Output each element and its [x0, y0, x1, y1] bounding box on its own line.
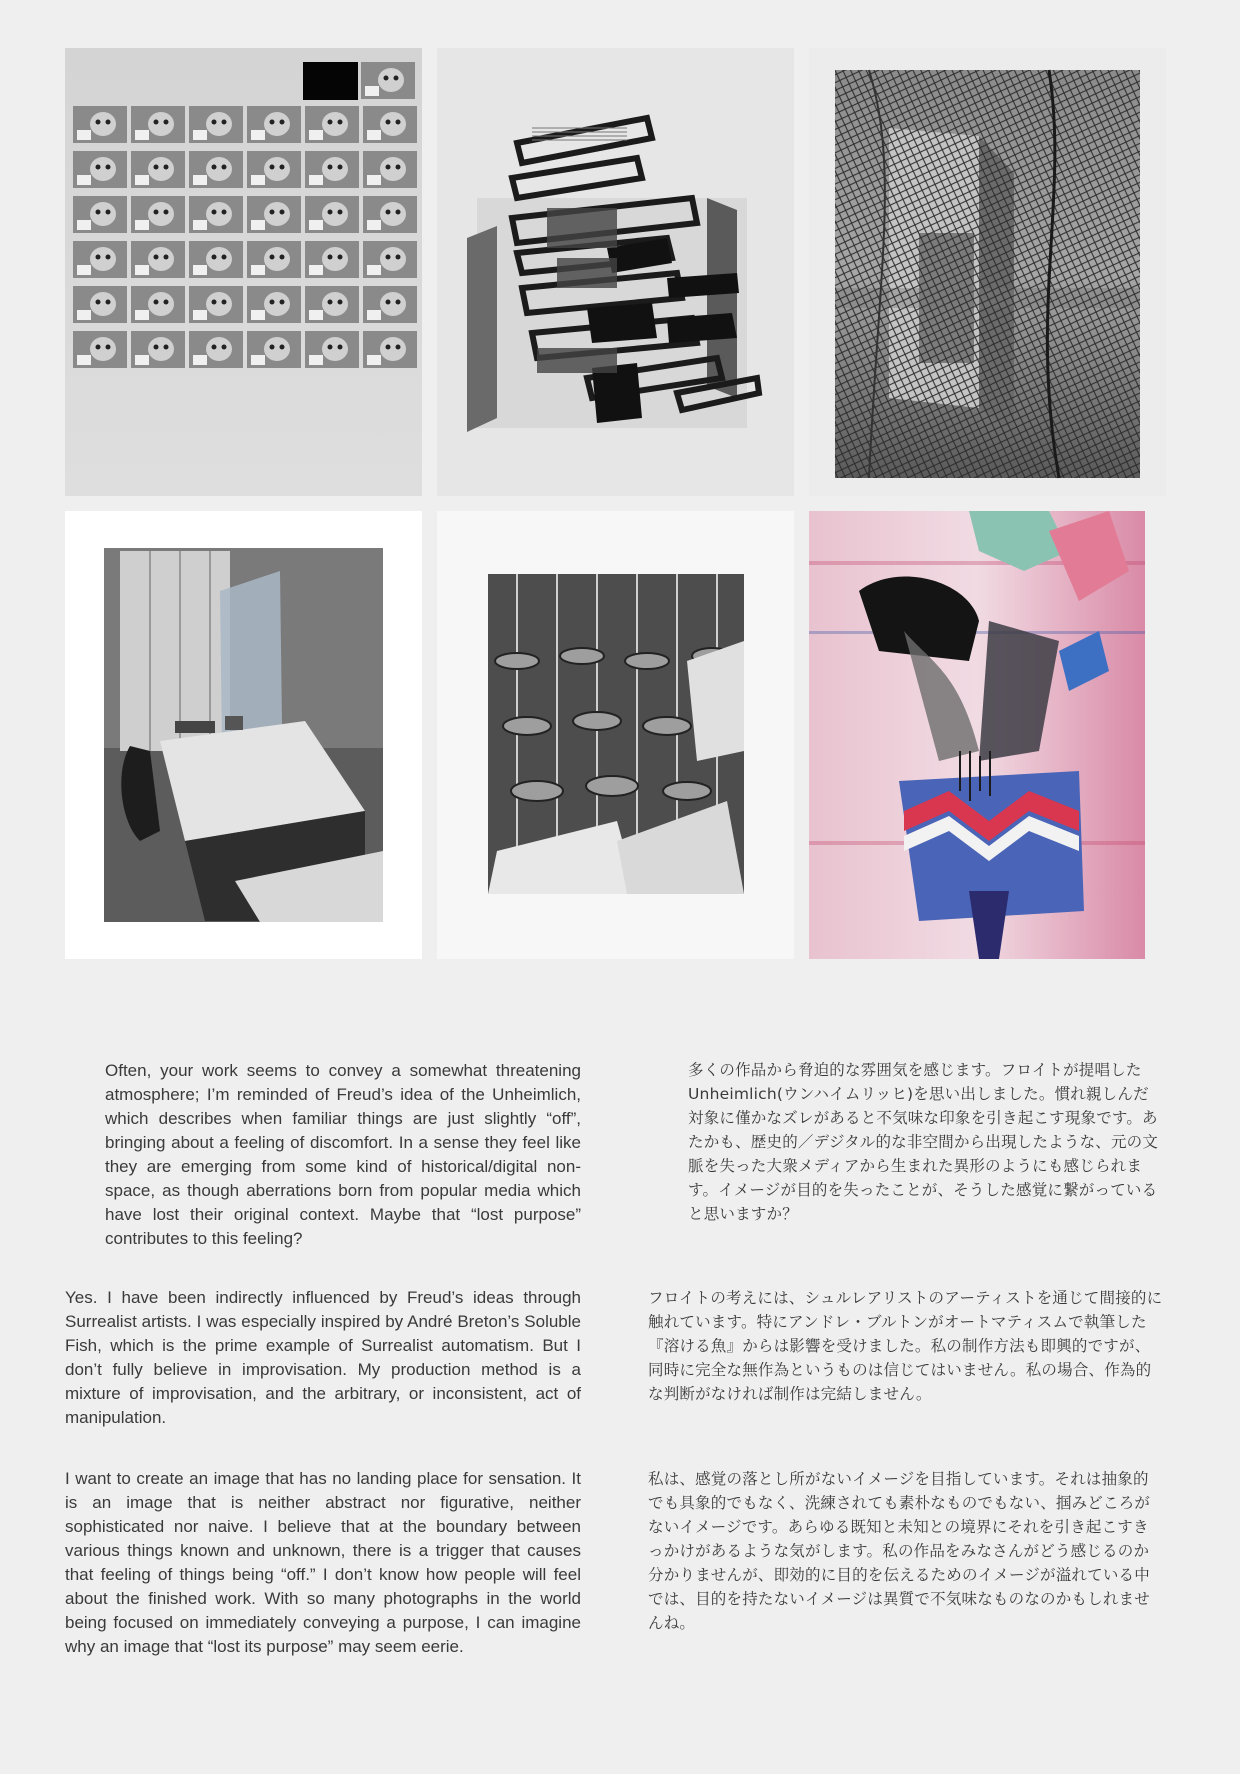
cat-photo [305, 241, 359, 278]
cat-photo [73, 196, 127, 233]
cat-photo [131, 106, 185, 143]
office-interior-artwork [65, 511, 422, 959]
answer-1-english: Yes. I have been indirectly influenced by Freud’s ideas through Surrealist artists. I was especially inspired by André Breton’s Soluble Fish, which is the prime example of Surrealist automatism. But I don’t fully believe in improvisation. My production method is a mixture of improvisation, and the arbitrary, or inconsistent, act of manipulation. [65, 1288, 581, 1427]
question-japanese: 多くの作品から脅迫的な雰囲気を感じます。フロイトが提唱したUnheimlich(ウンハイムリッヒ)を思い出しました。慣れ親しんだ対象に僅かなズレがあると不気味な印象を引き起こす現象です。あたかも、歴史的／デジタル的な非空間から出現したような、元の文脈を失った大衆メディアから生まれた異形のようにも感じられます。イメージが目的を失ったことが、そうした感覚に繋がっていると思いますか？ [688, 1061, 1159, 1223]
glitch-figure-image [809, 511, 1166, 959]
cat-photo [363, 331, 417, 368]
answer-2-japanese: 私は、感覚の落とし所がないイメージを目指しています。それは抽象的でも具象的でもなく、洗練されても素朴なものでもない、掴みどころがないイメージです。あらゆる既知と未知との境界にそれを引き起こすきっかけがあるような気がします。私の作品をみなさんがどう感じるのか分かりませんが、即効的に目的を伝えるためのイメージが溢れている中では、目的を持たないイメージは異質で不気味なものなのかもしれませんね。 [648, 1470, 1151, 1632]
cat-photo [73, 286, 127, 323]
question-english: Often, your work seems to convey a somewhat threatening atmosphere; I’m reminded of Freud’s idea of the Unheimlich, which describes when familiar things are just slightly “off”, bringing about a feeling of discomfort. In a sense they feel like they are emerging from some kind of historical/digital non-space, as though aberrations born from popular media which have lost their original context. Maybe that “lost purpose” contributes to this feeling? [105, 1061, 581, 1248]
net-sculpture-artwork [809, 48, 1166, 496]
cat-photo [131, 331, 185, 368]
stacked-frames-image [437, 48, 794, 496]
cat-photo [131, 286, 185, 323]
cat-photo [247, 151, 301, 188]
glitch-figure-artwork [809, 511, 1166, 959]
stacked-frames-artwork [437, 48, 794, 496]
answer-2-english: I want to create an image that has no landing place for sensation. It is an image that is neither abstract nor figurative, neither sophisticated nor naive. I believe that at the boundary between various things known and unknown, there is a trigger that causes that feeling of things being “off.” I don’t know how people will feel about the finished work. With so many photographs in the world being focused on immediately conveying a purpose, I can imagine why an image that “lost its purpose” may seem eerie. [65, 1469, 581, 1656]
cat-grid-image [65, 48, 422, 496]
cat-photo [247, 196, 301, 233]
cat-photo [247, 106, 301, 143]
cat-photo [189, 196, 243, 233]
cat-photo [363, 151, 417, 188]
cat-photo [363, 106, 417, 143]
industrial-tanks-image [437, 511, 794, 959]
cat-photo [361, 62, 415, 99]
cat-photo [305, 286, 359, 323]
cat-photo [189, 331, 243, 368]
cat-photo [363, 286, 417, 323]
cat-photo [189, 106, 243, 143]
cat-photo [247, 241, 301, 278]
cat-photo [131, 241, 185, 278]
cat-photo [305, 151, 359, 188]
cat-photo [73, 331, 127, 368]
cat-photo [305, 106, 359, 143]
cat-photo [73, 241, 127, 278]
answer-1-japanese: フロイトの考えには、シュルレアリストのアーティストを通じて間接的に触れています。特にアンドレ・ブルトンがオートマティスムで執筆した『溶ける魚』からは影響を受けました。私の制作方法も即興的ですが、同時に完全な無作為というものは信じてはいません。私の場合、作為的な判断がなければ制作は完結しません。 [648, 1289, 1163, 1403]
cat-photo [189, 286, 243, 323]
cat-photo [189, 241, 243, 278]
cat-photo [247, 286, 301, 323]
office-interior-image [65, 511, 422, 959]
cat-photo [363, 196, 417, 233]
cat-photo [131, 151, 185, 188]
industrial-tanks-artwork [437, 511, 794, 959]
cat-photo [73, 106, 127, 143]
cat-grid-artwork [65, 48, 422, 496]
artwork-grid [65, 48, 1166, 959]
cat-photo [73, 151, 127, 188]
cat-photo [305, 331, 359, 368]
cat-photo [247, 331, 301, 368]
cat-photo [189, 151, 243, 188]
net-sculpture-image [809, 48, 1166, 496]
cat-photo [305, 196, 359, 233]
cat-photo [131, 196, 185, 233]
cat-photo [363, 241, 417, 278]
